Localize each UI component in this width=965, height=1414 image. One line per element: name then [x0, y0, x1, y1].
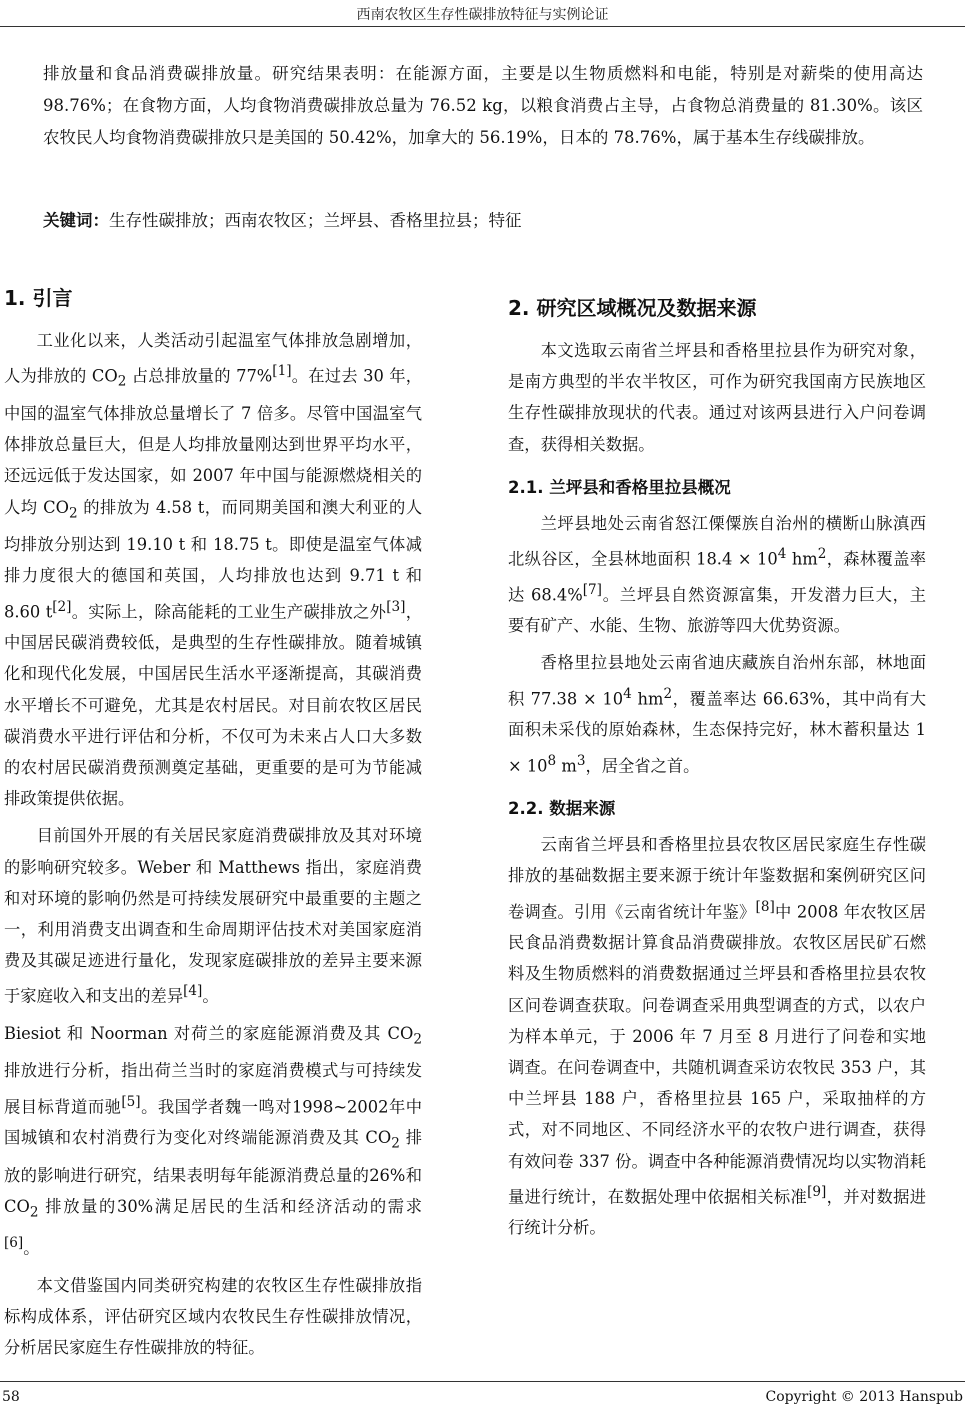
intro-paragraph-3: Biesiot 和 Noorman 对荷兰的家庭能源消费及其 $CO_2$ 排放进行分析，指出荷兰当时的家庭消费模式与可持续发展目标背道而驰[5]。我国学者魏一鸣对1998~2002年中国城镇和农村消费行为变化对终端能源消费及其 $CO_2$ 排放的影响进行研究，结果表明每年能源消费总量的26%和$CO_2$ 排放量的30%满足居民的生活和经济活动的需求[6]。 — [4, 1024, 422, 1258]
keywords-label: 关键词： — [43, 211, 109, 230]
intro-paragraph-4: 本文借鉴国内同类研究构建的农牧区生存性碳排放指标构成体系，评估研究区域内农牧民生存性碳排放情况，分析居民家庭生存性碳排放的特征。 — [4, 1276, 422, 1358]
citation-5[interactable]: [5] — [121, 1093, 141, 1110]
section-2-1-title: 2.1. 兰坪县和香格里拉县概况 — [508, 477, 731, 497]
lanping-paragraph: 兰坪县地处云南省怒江傈僳族自治州的横断山脉滇西北纵谷区，全县林地面积 $18.4 \times 10^4$ $hm^2$，森林覆盖率达 68.4%[7]。兰坪县自然资源富集，开发潜力巨大，主要有矿产、水能、生物、旅游等四大优势资源。 — [508, 513, 926, 636]
section-1-title: 1. 引言 — [4, 286, 73, 310]
header-rule — [0, 26, 965, 27]
copyright: Copyright © 2013 Hanspub — [765, 1389, 963, 1405]
section-2-intro: 本文选取云南省兰坪县和香格里拉县作为研究对象，是南方典型的半农半牧区，可作为研究我国南方民族地区生存性碳排放现状的代表。通过对该两县进行入户问卷调查，获得相关数据。 — [508, 341, 926, 454]
data-source-paragraph: 云南省兰坪县和香格里拉县农牧区居民家庭生存性碳排放的基础数据主要来源于统计年鉴数据和案例研究区问卷调查。引用《云南省统计年鉴》[8]中 2008 年农牧区居民食品消费数据计算食品消费碳排放。农牧区居民矿石燃料及生物质燃料的消费数据通过兰坪县和香格里拉县农牧区问卷调查获取。问卷调查采用典型调查的方式，以农户为样本单元，于 2006 年 7 月至 8 月进行了问卷和实地调查。在问卷调查中，共随机调查采访农牧民 353 户，其中兰坪县 188 户，香格里拉县 165 户，采取抽样的方式，对不同地区、不同经济水平的农牧户进行调查，获得有效问卷 337 份。调查中各种能源消费情况均以实物消耗量进行统计，在数据处理中依据相关标准[9]，并对数据进行统计分析。 — [508, 835, 926, 1238]
shangrila-paragraph: 香格里拉县地处云南省迪庆藏族自治州东部，林地面积 $77.38 \times 10^4$ $hm^2$，覆盖率达 66.63%，其中尚有大面积未采伐的原始森林，生态保持完好，林木蓄积量达 $1 \times 10^8$ $m^3$，居全省之首。 — [508, 653, 926, 775]
running-header: 西南农牧区生存性碳排放特征与实例论证 — [356, 7, 609, 23]
citation-8[interactable]: [8] — [755, 898, 775, 915]
keywords-text: 生存性碳排放；西南农牧区；兰坪县、香格里拉县；特征 — [109, 211, 522, 230]
section-2-title: 2. 研究区域概况及数据来源 — [508, 296, 757, 320]
citation-6[interactable]: [6] — [4, 1235, 24, 1252]
intro-paragraph-1: 工业化以来，人类活动引起温室气体排放急剧增加，人为排放的 $CO_2$ 占总排放量的 77%[1]。在过去 30 年，中国的温室气体排放总量增长了 7 倍多。尽管中国温室气体排放总量巨大，但是人均排放量刚达到世界平均水平，还远远低于发达国家，如 2007 年中国与能源燃烧相关的人均 $CO_2$ 的排放为 4.58 t，而同期美国和澳大利亚的人均排放分别达到 19.10 t 和 18.75 t。即使是温室气体减排力度很大的德国和英国，人均排放也达到 9.71 t 和 8.60 t[2]。实际上，除高能耗的工业生产碳排放之外[3]，中国居民碳消费较低，是典型的生存性碳排放。随着城镇化和现代化发展，中国居民生活水平逐渐提高，其碳消费水平增长不可避免，尤其是农村居民。对目前农牧区居民碳消费水平进行评估和分析，不仅可为未来占人口大多数的农村居民碳消费预测奠定基础，更重要的是可为节能减排政策提供依据。 — [4, 331, 423, 809]
citation-4[interactable]: [4] — [183, 983, 203, 1000]
citation-9[interactable]: [9] — [807, 1183, 827, 1200]
intro-paragraph-2: 目前国外开展的有关居民家庭消费碳排放及其对环境的影响研究较多。Weber 和 Matthews 指出，家庭消费和对环境的影响仍然是可持续发展研究中最重要的主题之一，利用消费支出调查和生命周期评估技术对美国家庭消费及其碳足迹进行量化，发现家庭碳排放的差异主要来源于家庭收入和支出的差异[4]。 — [4, 826, 422, 1006]
section-2-2-title: 2.2. 数据来源 — [508, 799, 616, 819]
footer-rule — [0, 1381, 965, 1382]
keywords — [43, 205, 923, 237]
citation-1[interactable]: [1] — [272, 363, 292, 380]
citation-2[interactable]: [2] — [52, 598, 72, 615]
citation-7[interactable]: [7] — [582, 581, 602, 598]
left-column — [4, 283, 422, 1364]
page-number: 58 — [2, 1389, 20, 1405]
right-column — [508, 283, 926, 1244]
citation-3[interactable]: [3] — [386, 598, 406, 615]
abstract-text: 排放量和食品消费碳排放量。研究结果表明：在能源方面，主要是以生物质燃料和电能，特别是对薪柴的使用高达 98.76%；在食物方面，人均食物消费碳排放总量为 76.52 kg，以粮食消费占主导，占食物总消费量的 81.30%。该区农牧民人均食物消费碳排放只是美国的 50.42%，加拿大的 56.19%，日本的 78.76%，属于基本生存线碳排放。 — [43, 64, 923, 147]
